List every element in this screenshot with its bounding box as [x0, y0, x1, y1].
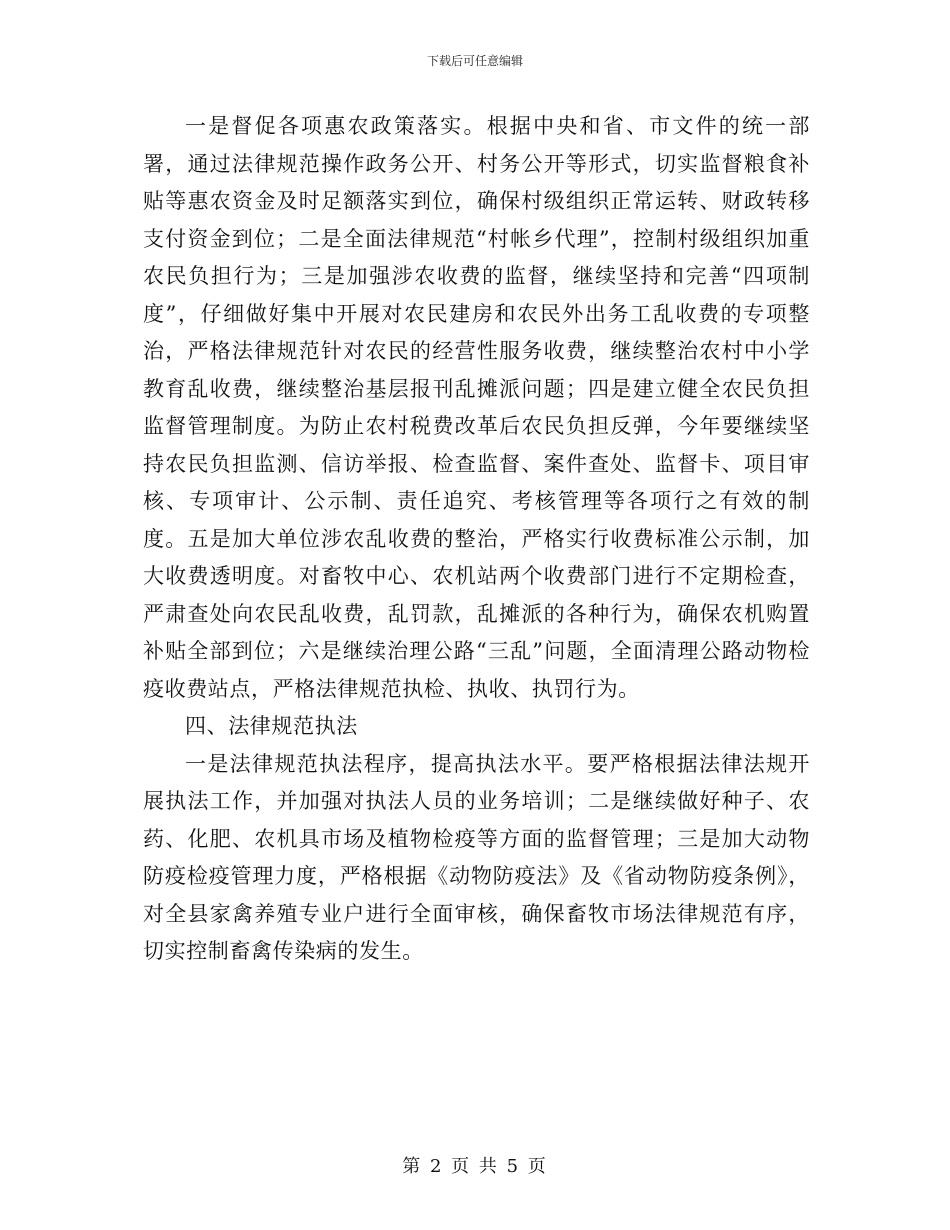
- section-heading-law-enforcement: 四、法律规范执法: [185, 714, 358, 738]
- header-note: 下载后可任意编辑: [426, 54, 523, 68]
- page-number-footer: 第 2 页 共 5 页: [402, 1156, 548, 1177]
- paragraph-policy-implementation: 一是督促各项惠农政策落实。根据中央和省、市文件的统一部署，通过法律规范操作政务公开、村务公开等形式，切实监督粮食补贴等惠农资金及时足额落实到位，确保村级组织正常运转、财政转移支付资金到位；二是全面法律规范“村帐乡代理”，控制村级组织加重农民负担行为；三是加强涉农收费的监督，继续坚持和完善“四项制度”，仔细做好集中开展对农民建房和农民外出务工乱收费的专项整治，严格法律规范针对农民的经营性服务收费，继续整治农村中小学教育乱收费，继续整治基层报刊乱摊派问题；四是建立健全农民负担监督管理制度。为防止农村税费改革后农民负担反弹，今年要继续坚持农民负担监测、信访举报、检查监督、案件查处、监督卡、项目审核、专项审计、公示制、责任追究、考核管理等各项行之有效的制度。五是加大单位涉农乱收费的整治，严格实行收费标准公示制，加大收费透明度。对畜牧中心、农机站两个收费部门进行不定期检查，严肃查处向农民乱收费，乱罚款，乱摊派的各种行为，确保农机购置补贴全部到位；六是继续治理公路“三乱”问题，全面清理公路动物检疫收费站点，严格法律规范执检、执收、执罚行为。: [143, 114, 810, 701]
- paragraph-law-enforcement: 一是法律规范执法程序，提高执法水平。要严格根据法律法规开展执法工作，并加强对执法人员的业务培训；二是继续做好种子、农药、化肥、农机具市场及植物检疫等方面的监督管理；三是加大动物防疫检疫管理力度，严格根据《动物防疫法》及《省动物防疫条例》，对全县家禽养殖专业户进行全面审核，确保畜牧市场法律规范有序，切实控制畜禽传染病的发生。: [143, 751, 810, 963]
- document-body: [143, 108, 810, 971]
